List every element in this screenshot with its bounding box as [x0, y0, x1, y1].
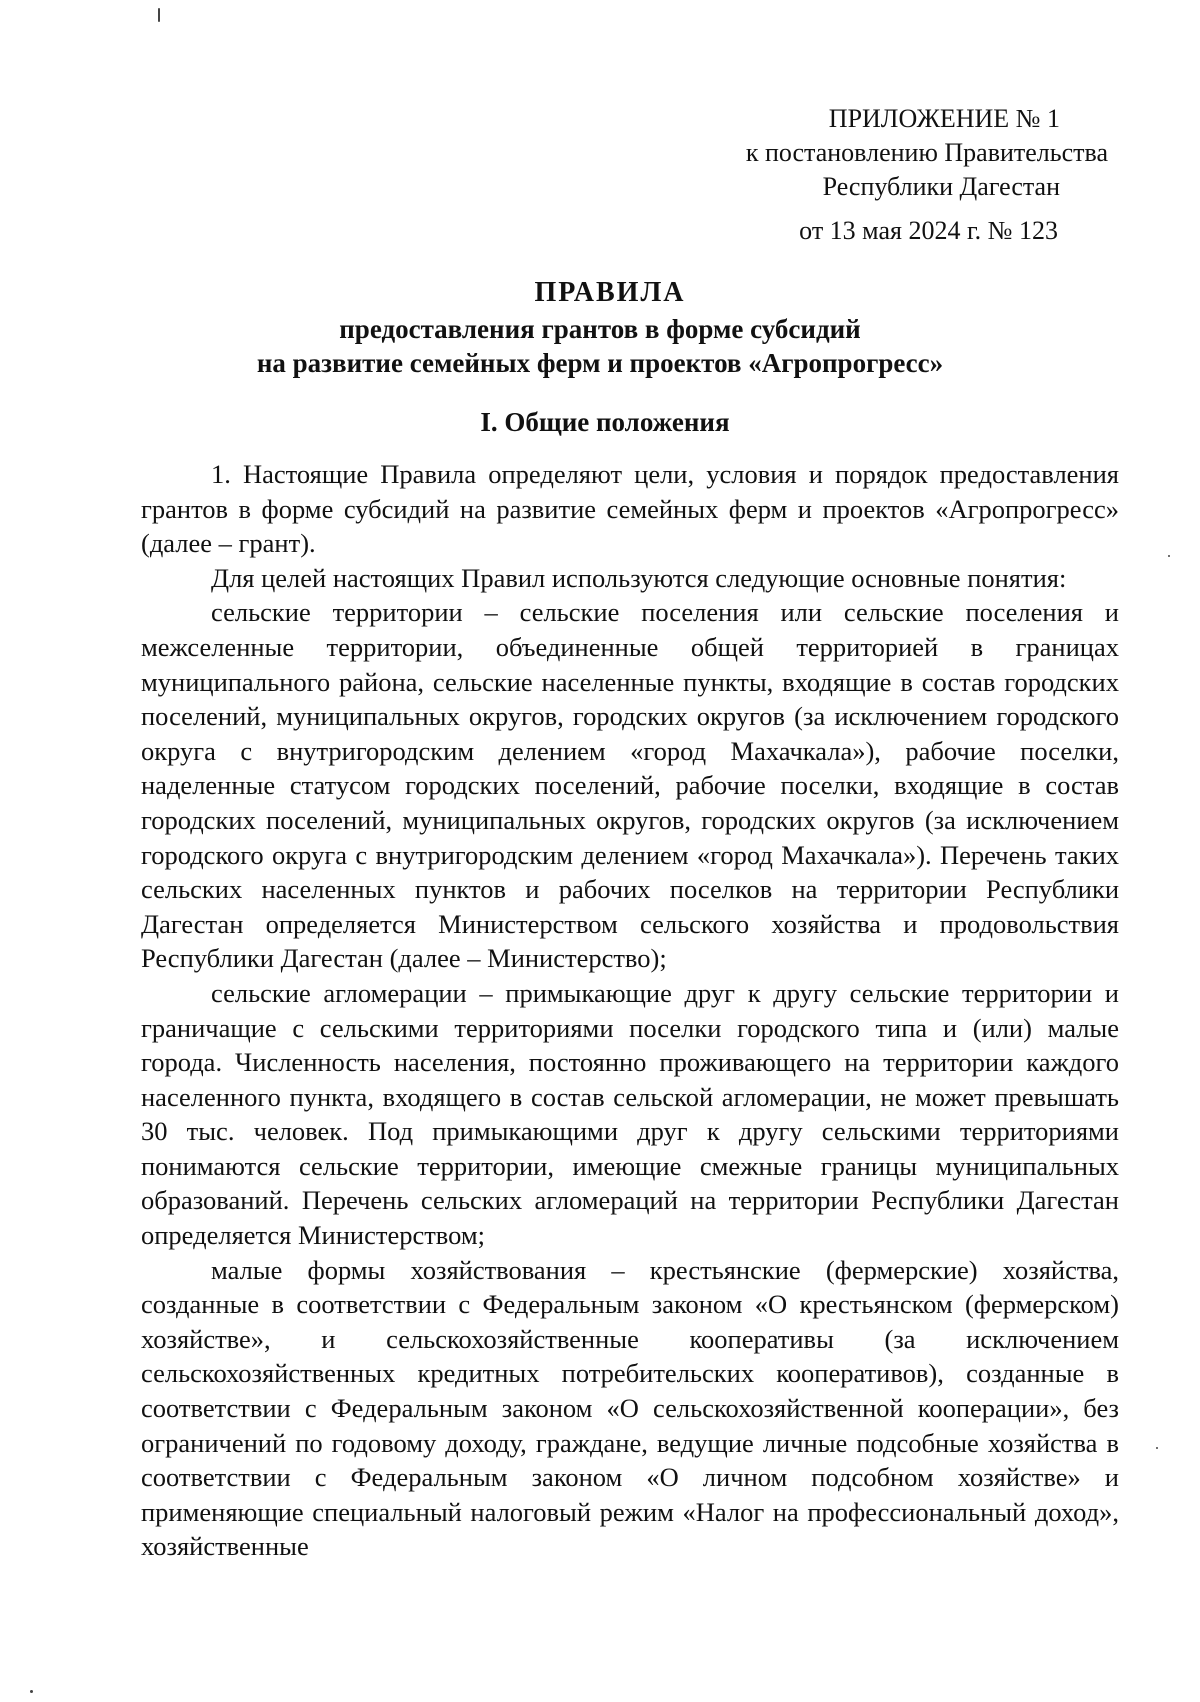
document-body — [141, 457, 1119, 1564]
document-title — [0, 276, 1200, 380]
title-line-1: предоставления грантов в форме субсидий — [339, 314, 861, 344]
scan-speck — [1168, 555, 1170, 557]
scan-speck — [30, 1690, 33, 1693]
scan-speck — [158, 8, 160, 22]
appendix-number: ПРИЛОЖЕНИЕ № 1 — [828, 104, 1060, 133]
paragraph: Для целей настоящих Правил используются следующие основные понятия: — [211, 562, 1067, 593]
title-line-2: на развитие семейных ферм и проектов «Агропрогресс» — [256, 348, 944, 378]
paragraph: сельские территории – сельские поселения или сельские поселения и межселенные территории, объединенные общей территорией в границах муниципального района, сельские населенные пункты, входящие в состав городских поселений, муниципальных округов, городских округов (за исключением городского округа с внутригородским делением «город Махачкала»), рабочие поселки, наделенные статусом городских поселений, рабочие поселки, входящие в состав городских поселений, муниципальных округов, городских округов (за исключением городского округа с внутригородским делением «город Махачкала»). Перечень таких сельских населенных пунктов и рабочих поселков на территории Республики Дагестан определяется Министерством сельского хозяйства и продовольствия Республики Дагестан (далее – Министерство); — [141, 597, 1119, 974]
appendix-header — [668, 102, 1108, 248]
section-heading: I. Общие положения — [480, 407, 730, 437]
paragraph: малые формы хозяйствования – крестьянские (фермерские) хозяйства, созданные в соответствии с Федеральным законом «О крестьянском (фермерском) хозяйстве», и сельскохозяйственные кооперативы (за исключением сельскохозяйственных кредитных потребительских кооперативов), созданные в соответствии с Федеральным законом «О сельскохозяйственной кооперации», без ограничений по годовому доходу, граждане, ведущие личные подсобные хозяйства в соответствии с Федеральным законом «О личном подсобном хозяйстве» и применяющие специальный налоговый режим «Налог на профессиональный доход», хозяйственные — [141, 1254, 1119, 1562]
paragraph: 1. Настоящие Правила определяют цели, условия и порядок предоставления грантов в форме субсидий на развитие семейных ферм и проектов «Агропрогресс» (далее – грант). — [141, 459, 1119, 559]
appendix-date-number: от 13 мая 2024 г. № 123 — [799, 216, 1058, 245]
paragraph: сельские агломерации – примыкающие друг к другу сельские территории и граничащие с сельскими территориями поселки городского типа и (или) малые города. Численность населения, постоянно проживающего на территории каждого населенного пункта, входящего в состав сельской агломерации, не может превышать 30 тыс. человек. Под примыкающими друг к другу сельскими территориями понимаются сельские территории, имеющие смежные границы муниципальных образований. Перечень сельских агломераций на территории Республики Дагестан определяется Министерством; — [141, 977, 1119, 1251]
appendix-to-decree: к постановлению Правительства — [745, 138, 1108, 167]
scan-speck — [1156, 1447, 1158, 1449]
appendix-republic: Республики Дагестан — [822, 172, 1060, 201]
title-main: ПРАВИЛА — [534, 277, 686, 308]
